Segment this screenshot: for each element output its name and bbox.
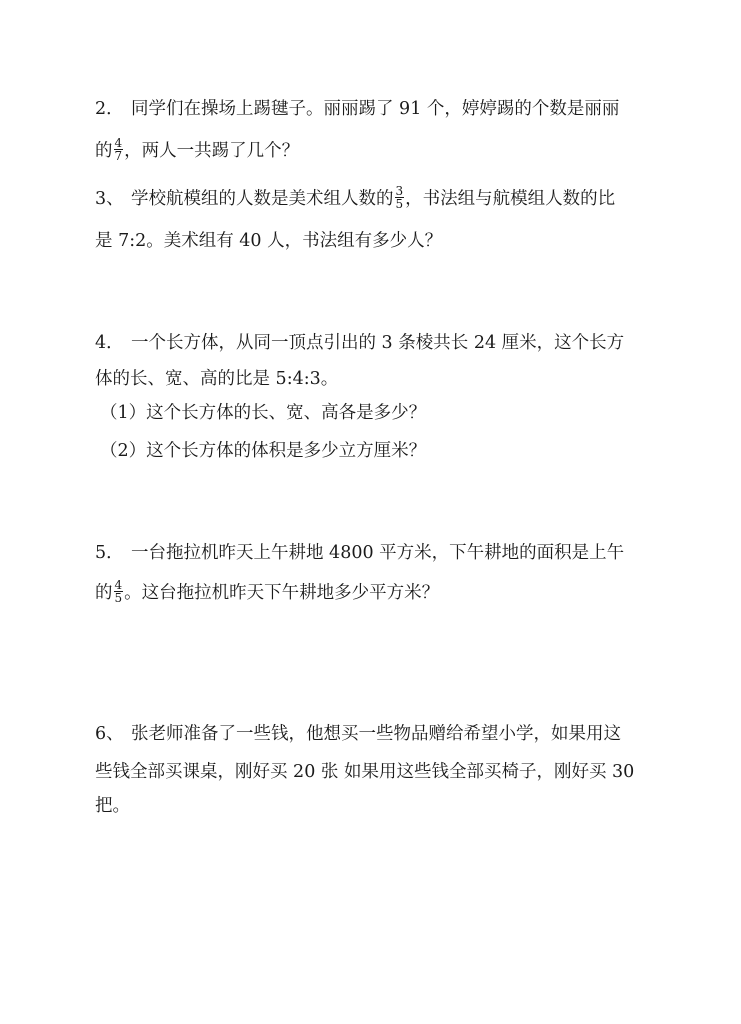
problem-3-number: 3、	[95, 189, 124, 209]
problem-6-line-3	[95, 794, 130, 818]
problem-6-text-3: 把。	[95, 796, 130, 816]
problem-5-text-2-post: 。这台拖拉机昨天下午耕地多少平方米？	[124, 583, 440, 603]
problem-4-text-1: 一个长方体，从同一顶点引出的 3 条棱共长 24 厘米，这个长方	[131, 333, 625, 353]
problem-6-number: 6、	[95, 724, 124, 744]
problem-4-question-1	[100, 401, 426, 425]
problem-5-fraction	[114, 579, 124, 604]
problem-5-line-1	[95, 541, 624, 565]
problem-4-number: 4．	[95, 333, 124, 353]
problem-5-text-2-pre: 的	[95, 583, 113, 603]
problem-3-text-1-post: ，书法组与航模组人数的比	[405, 189, 616, 209]
problem-2-text-2-pre: 的	[95, 141, 113, 161]
problem-6-line-1	[95, 722, 621, 746]
problem-3-text-2: 是 7:2。美术组有 40 人，书法组有多少人？	[95, 231, 443, 251]
problem-6-text-2: 些钱全部买课桌，刚好买 20 张 如果用这些钱全部买椅子，刚好买 30	[95, 762, 635, 782]
problem-5-number: 5．	[95, 543, 124, 563]
problem-4-question-2	[100, 439, 426, 463]
problem-6-line-2	[95, 760, 634, 784]
problem-2-number: 2．	[95, 99, 124, 119]
fraction-numerator: 3	[395, 184, 404, 198]
problem-6-text-1: 张老师准备了一些钱，他想买一些物品赠给希望小学，如果用这	[131, 724, 621, 744]
problem-4-q2-text: （2）这个长方体的体积是多少立方厘米？	[100, 441, 427, 461]
problem-3-text-1-pre: 学校航模组的人数是美术组人数的	[131, 189, 394, 209]
problem-4-line-2	[95, 367, 338, 391]
problem-3-fraction	[395, 185, 405, 210]
problem-2-text-1: 同学们在操场上踢毽子。丽丽踢了 91 个，婷婷踢的个数是丽丽	[131, 99, 620, 119]
problem-2-line-1	[95, 97, 619, 121]
problem-4-q1-text: （1）这个长方体的长、宽、高各是多少？	[100, 403, 427, 423]
problem-2-text-2-post: ，两人一共踢了几个？	[124, 141, 300, 161]
fraction-denominator: 5	[114, 591, 123, 605]
fraction-denominator: 5	[395, 197, 404, 211]
problem-5-line-2	[95, 578, 440, 606]
fraction-numerator: 4	[114, 136, 123, 150]
problem-3-line-1	[95, 184, 616, 212]
problem-5-text-1: 一台拖拉机昨天上午耕地 4800 平方米，下午耕地的面积是上午	[131, 543, 625, 563]
problem-3-line-2	[95, 229, 442, 253]
problem-4-text-2: 体的长、宽、高的比是 5:4:3。	[95, 369, 339, 389]
problem-2-fraction	[114, 137, 124, 162]
fraction-denominator: 7	[114, 149, 123, 163]
problem-2-line-2	[95, 136, 300, 164]
fraction-numerator: 4	[114, 578, 123, 592]
problem-4-line-1	[95, 331, 624, 355]
